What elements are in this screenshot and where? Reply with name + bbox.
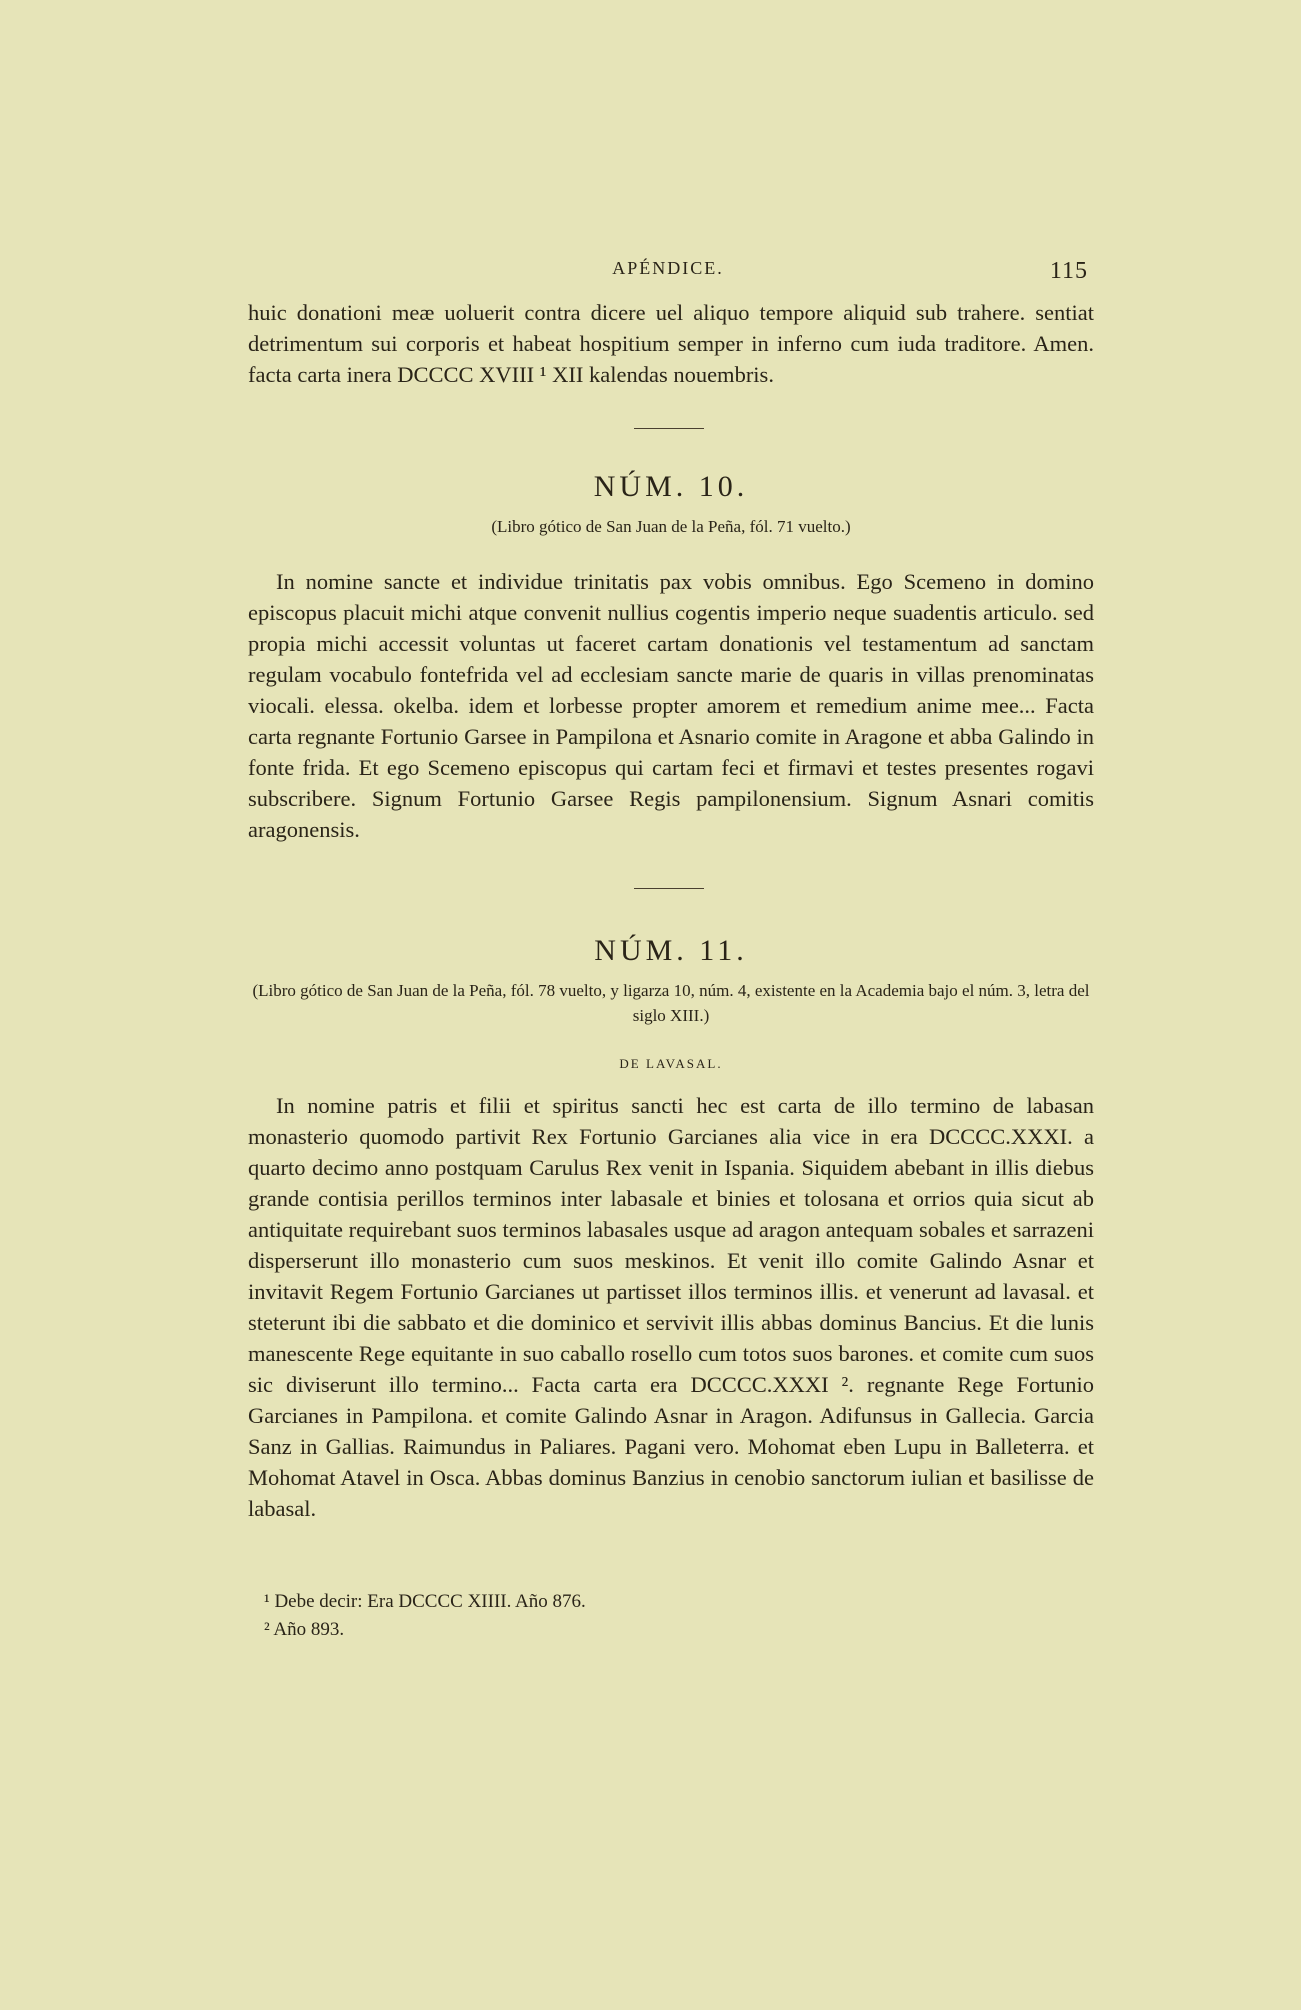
footnote-1: ¹ Debe decir: Era DCCCC XIIII. Año 876.	[264, 1591, 586, 1612]
footnote-2: ² Año 893.	[264, 1619, 345, 1640]
running-head: APÉNDICE.	[612, 258, 724, 278]
footnotes	[264, 1588, 964, 1644]
section-11-subtitle: DE LAVASAL.	[619, 1056, 723, 1071]
section-10-body: In nomine sancte et individue trinitatis pax vobis omnibus. Ego Scemeno in domino episcopus placuit michi atque convenit nullius cogentis imperio neque suadentis articulo. sed propia michi accessit voluntas ut faceret cartam donationis vel testamentum ad sanctam regulam vocabulo fontefrida vel ad ecclesiam sancte marie de quaris in villas prenominatas viocali. elessa. okelba. idem et lorbesse propter amorem et remedium anime mee... Facta carta regnante Fortunio Garsee in Pampilona et Asnario comite in Aragone et abba Galindo in fonte frida. Et ego Scemeno episcopus qui cartam feci et firmavi et testes presentes rogavi subscribere. Signum Fortunio Garsee Regis pampilonensium. Signum Asnari comitis aragonensis.	[248, 569, 1094, 842]
opening-paragraph: huic donationi meæ uoluerit contra dicere uel aliquo tempore aliquid sub trahere. sentiat detrimentum sui corporis et habeat hospitium semper in inferno cum iuda traditore. Amen. facta carta inera DCCCC XVIII ¹ XII kalendas nouembris.	[248, 300, 1094, 387]
section-11-body: In nomine patris et filii et spiritus sancti hec est carta de illo termino de labasan monasterio quomodo partivit Rex Fortunio Garcianes alia vice in era DCCCC.XXXI. a quarto decimo anno postquam Carulus Rex venit in Ispania. Siquidem abebant in illis diebus grande contisia perillos terminos inter labasale et binies et tolosana et orrios quia sicut ab antiquitate requirebant suos terminos labasales usque ad aragon antequam sobales et sarrazeni disperserunt illo monasterio cum suos meskinos. Et venit illo comite Galindo Asnar et invitavit Regem Fortunio Garcianes ut partisset illos terminos illis. et venerunt ad lavasal. et steterunt ibi die sabbato et die dominico et servivit illis abbas dominus Bancius. Et die lunis manescente Rege equitante in suo caballo rosello cum totos suos barones. et comite cum suos sic diviserunt illo termino... Facta carta era DCCCC.XXXI ². regnante Rege Fortunio Garcianes in Pampilona. et comite Galindo Asnar in Aragon. Adifunsus in Gallecia. Garcia Sanz in Gallias. Raimundus in Paliares. Pagani vero. Mohomat eben Lupu in Balleterra. et Mohomat Atavel in Osca. Abbas dominus Banzius in cenobio sanctorum iulian et basilisse de labasal.	[248, 1093, 1094, 1521]
page-number: 115	[1049, 258, 1088, 284]
section-10-source: (Libro gótico de San Juan de la Peña, fól. 71 vuelto.)	[491, 517, 851, 536]
section-11-heading: NÚM. 11.	[594, 934, 748, 967]
section-11-source: (Libro gótico de San Juan de la Peña, fól. 78 vuelto, y ligarza 10, núm. 4, existente en la Academia bajo el núm. 3, letra del siglo XIII.)	[252, 981, 1090, 1025]
section-10-heading: NÚM. 10.	[593, 470, 749, 503]
section-divider	[634, 888, 704, 889]
page-header	[248, 258, 1088, 288]
section-divider	[634, 428, 704, 429]
